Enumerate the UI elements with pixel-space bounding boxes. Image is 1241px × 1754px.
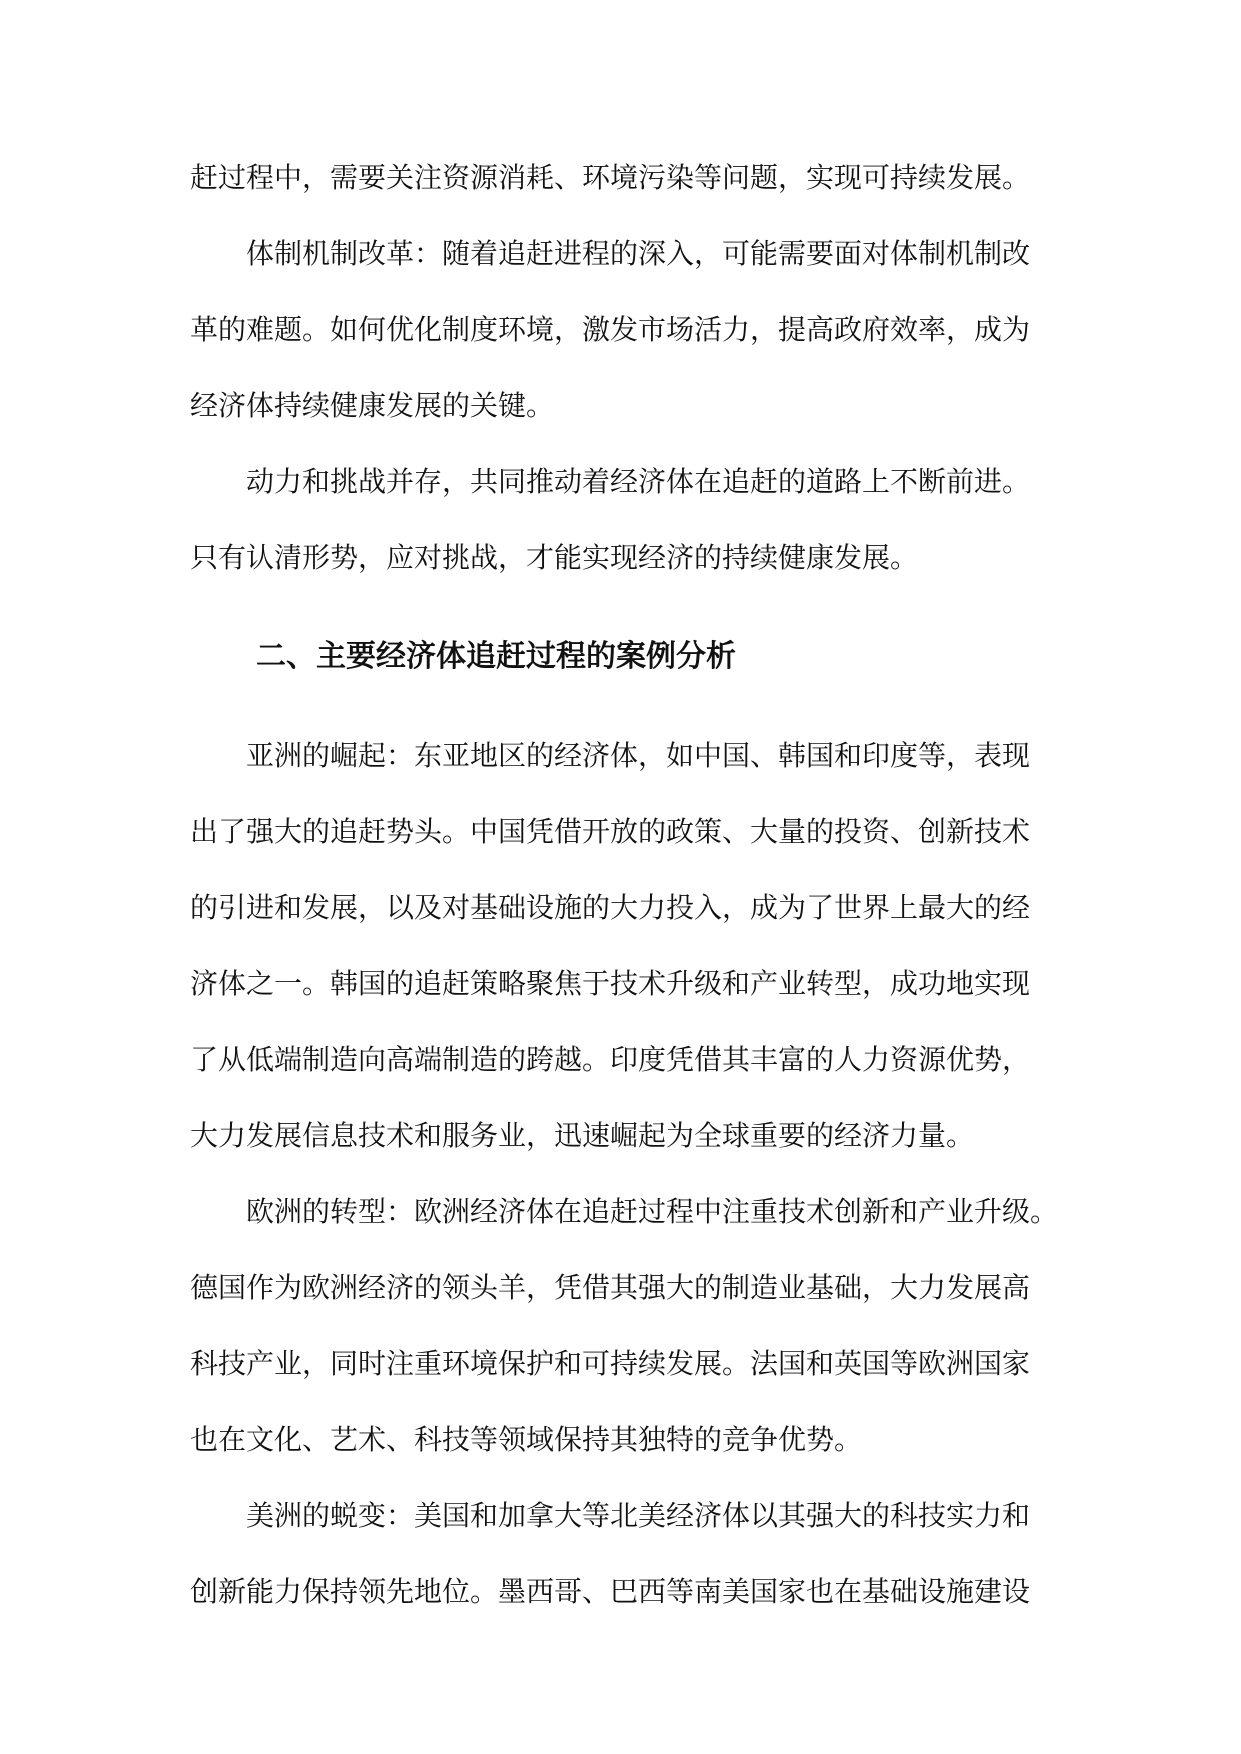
paragraph-6 (190, 1478, 1058, 1630)
text-line: 了从低端制造向高端制造的跨越。印度凭借其丰富的人力资源优势， (190, 1043, 1031, 1076)
text-line: 只有认清形势，应对挑战，才能实现经济的持续健康发展。 (190, 541, 919, 574)
text-line: 创新能力保持领先地位。墨西哥、巴西等南美国家也在基础设施建设 (190, 1575, 1031, 1608)
text-line: 出了强大的追赶势头。中国凭借开放的政策、大量的投资、创新技术 (190, 815, 1031, 848)
text-line: 美洲的蜕变：美国和加拿大等北美经济体以其强大的科技实力和 (246, 1499, 1031, 1532)
text-line: 的引进和发展，以及对基础设施的大力投入，成为了世界上最大的经 (190, 891, 1031, 924)
section-heading: 二、主要经济体追赶过程的案例分析 (256, 639, 736, 674)
paragraph-1 (190, 140, 1058, 216)
text-line: 革的难题。如何优化制度环境，激发市场活力，提高政府效率，成为 (190, 313, 1031, 346)
text-line: 也在文化、艺术、科技等领域保持其独特的竞争优势。 (190, 1423, 863, 1456)
text-line: 德国作为欧洲经济的领头羊，凭借其强大的制造业基础，大力发展高 (190, 1271, 1031, 1304)
text-line: 大力发展信息技术和服务业，迅速崛起为全球重要的经济力量。 (190, 1119, 975, 1152)
paragraph-2 (190, 216, 1058, 444)
text-line: 动力和挑战并存，共同推动着经济体在追赶的道路上不断前进。 (246, 465, 1031, 498)
paragraph-4 (190, 718, 1058, 1174)
text-line: 体制机制改革：随着追赶进程的深入，可能需要面对体制机制改 (246, 237, 1031, 270)
text-line: 赶过程中，需要关注资源消耗、环境污染等问题，实现可持续发展。 (190, 161, 1031, 194)
paragraph-5 (190, 1174, 1058, 1478)
text-line: 经济体持续健康发展的关键。 (190, 389, 555, 422)
paragraph-3 (190, 444, 1058, 596)
document-body (190, 140, 1058, 1630)
text-line: 济体之一。韩国的追赶策略聚焦于技术升级和产业转型，成功地实现 (190, 967, 1031, 1000)
text-line: 亚洲的崛起：东亚地区的经济体，如中国、韩国和印度等，表现 (246, 739, 1031, 772)
text-line: 欧洲的转型：欧洲经济体在追赶过程中注重技术创新和产业升级。 (246, 1195, 1059, 1228)
text-line: 科技产业，同时注重环境保护和可持续发展。法国和英国等欧洲国家 (190, 1347, 1031, 1380)
